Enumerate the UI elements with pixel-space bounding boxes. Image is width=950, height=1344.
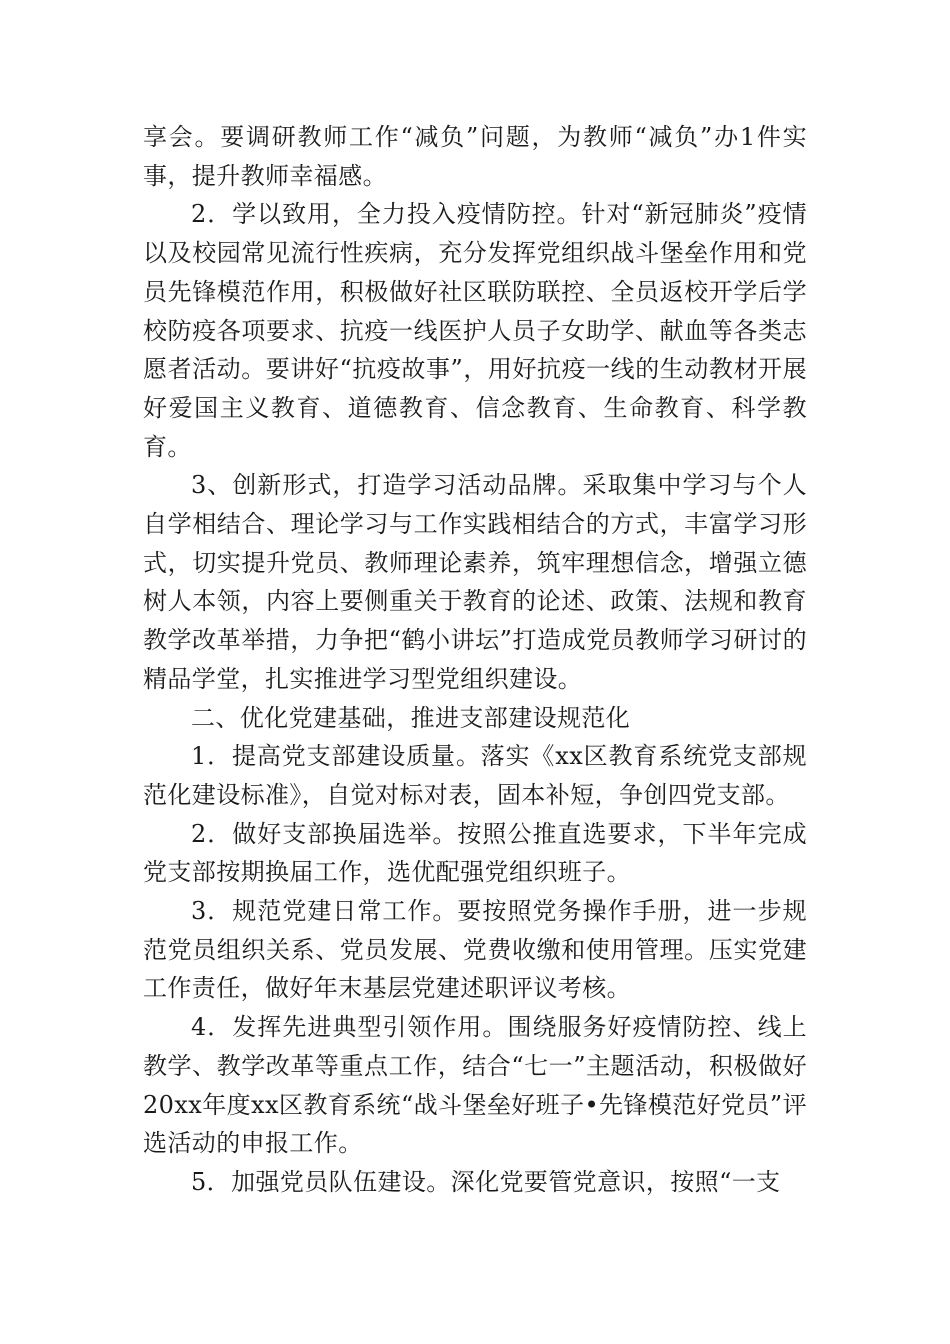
paragraph-item-5-member-team: 5．加强党员队伍建设。深化党要管党意识，按照“一支 [191,1167,781,1196]
paragraph-item-1-branch-quality: 1．提高党支部建设质量。落实《xx区教育系统党支部规范化建设标准》，自觉对标对表，固本补短，争创四党支部。 [143,742,807,809]
paragraph-item-2-branch-election: 2．做好支部换届选举。按照公推直选要求，下半年完成党支部按期换届工作，选优配强党组织班子。 [143,819,807,887]
paragraph-item-3-routine-work: 3．规范党建日常工作。要按照党务操作手册，进一步规范党员组织关系、党员发展、党费收缴和使用管理。压实党建工作责任，做好年末基层党建述职评议考核。 [143,897,807,1003]
paragraph-item-3-learning-brand: 3、创新形式，打造学习活动品牌。采取集中学习与个人自学相结合、理论学习与工作实践相结合的方式，丰富学习形式，切实提升党员、教师理论素养，筑牢理想信念，增强立德树人本领，内容上要侧重关于教育的论述、政策、法规和教育教学改革举措，力争把“鹤小讲坛”打造成党员教师学习研讨的精品学堂，扎实推进学习型党组织建设。 [143,471,807,693]
paragraph-item-2-epidemic-prevention: 2．学以致用，全力投入疫情防控。针对“新冠肺炎”疫情以及校园常见流行性疾病，充分发挥党组织战斗堡垒作用和党员先锋模范作用，积极做好社区联防联控、全员返校开学后学校防疫各项要求、抗疫一线医护人员子女助学、献血等各类志愿者活动。要讲好“抗疫故事”，用好抗疫一线的生动教材开展好爱国主义教育、道德教育、信念教育、生命教育、科学教育。 [143,200,807,461]
paragraph-continuation: 享会。要调研教师工作“减负”问题，为教师“减负”办1件实事，提升教师幸福感。 [143,123,807,190]
section-heading-2: 二、优化党建基础，推进支部建设规范化 [191,703,631,732]
paragraph-item-4-role-models: 4．发挥先进典型引领作用。围绕服务好疫情防控、线上教学、教学改革等重点工作，结合“七一”主题活动，积极做好20xx年度xx区教育系统“战斗堡垒好班子•先锋模范好党员”评选活动的申报工作。 [143,1013,807,1158]
document-body [143,118,807,1202]
